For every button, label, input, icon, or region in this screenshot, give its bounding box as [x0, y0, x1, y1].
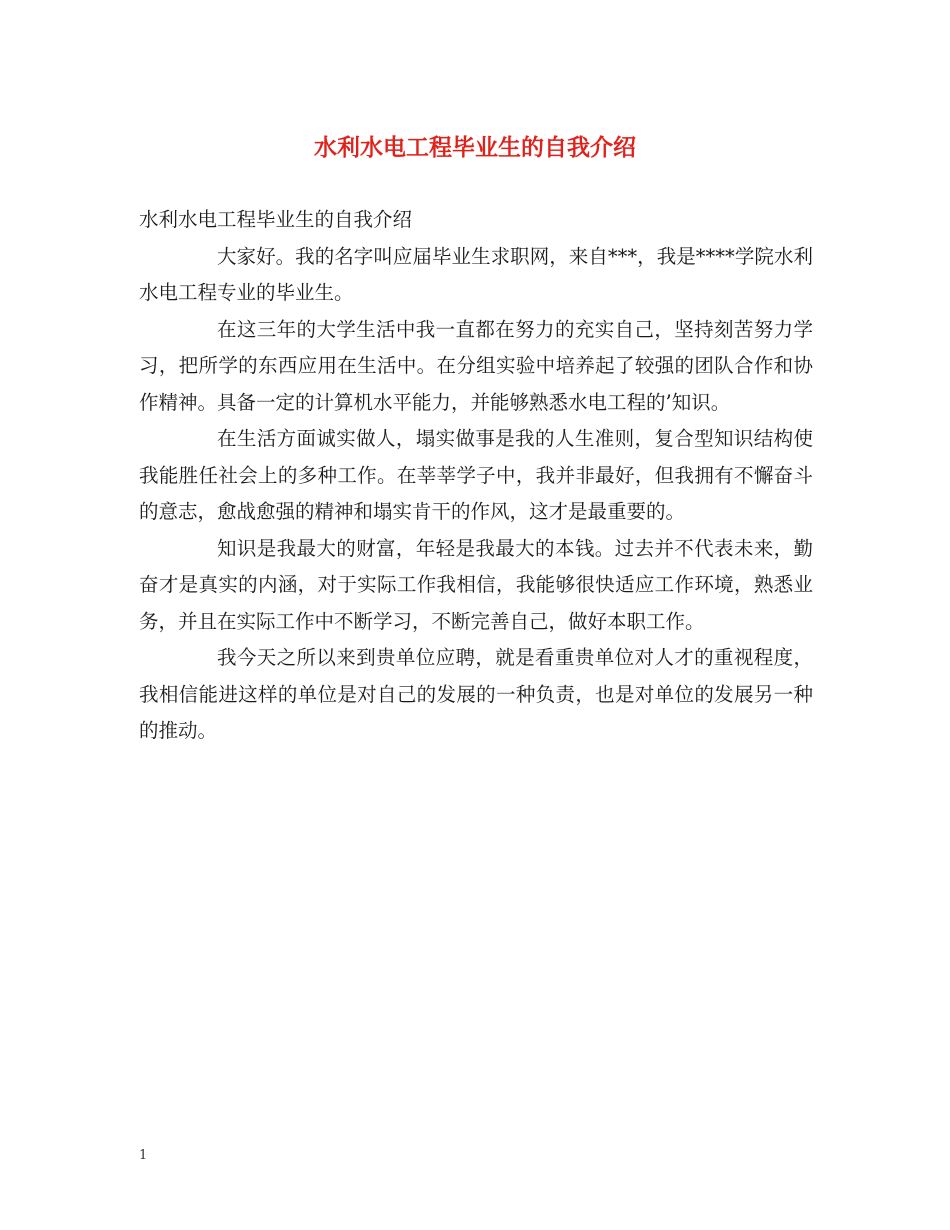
paragraph-knowledge: 知识是我最大的财富，年轻是我最大的本钱。过去并不代表未来，勤奋才是真实的内涵，对于实际工作我相信，我能够很快适应工作环境，熟悉业务，并且在实际工作中不断学习，不断完善自己，做好本职工作。 — [139, 536, 813, 633]
paragraph-study: 在这三年的大学生活中我一直都在努力的充实自己，坚持刻苦努力学习，把所学的东西应用在生活中。在分组实验中培养起了较强的团队合作和协作精神。具备一定的计算机水平能力，并能够熟悉水电工程的’知识。 — [139, 317, 813, 414]
document-title: 水利水电工程毕业生的自我介绍 — [314, 134, 636, 161]
paragraph-life: 在生活方面诚实做人，塌实做事是我的人生准则，复合型知识结构使我能胜任社会上的多种工作。在莘莘学子中，我并非最好，但我拥有不懈奋斗的意志，愈战愈强的精神和塌实肯干的作风，这才是最重要的。 — [139, 427, 813, 523]
body-heading: 水利水电工程毕业生的自我介绍 — [139, 208, 413, 231]
document-body — [139, 202, 813, 750]
paragraph-intro: 大家好。我的名字叫应届毕业生求职网，来自***，我是****学院水利水电工程专业的毕业生。 — [139, 244, 813, 304]
paragraph-application: 我今天之所以来到贵单位应聘，就是看重贵单位对人才的重视程度，我相信能进这样的单位是对自己的发展的一种负责，也是对单位的发展另一种的推动。 — [139, 646, 813, 742]
page-number: 1 — [139, 1148, 148, 1163]
